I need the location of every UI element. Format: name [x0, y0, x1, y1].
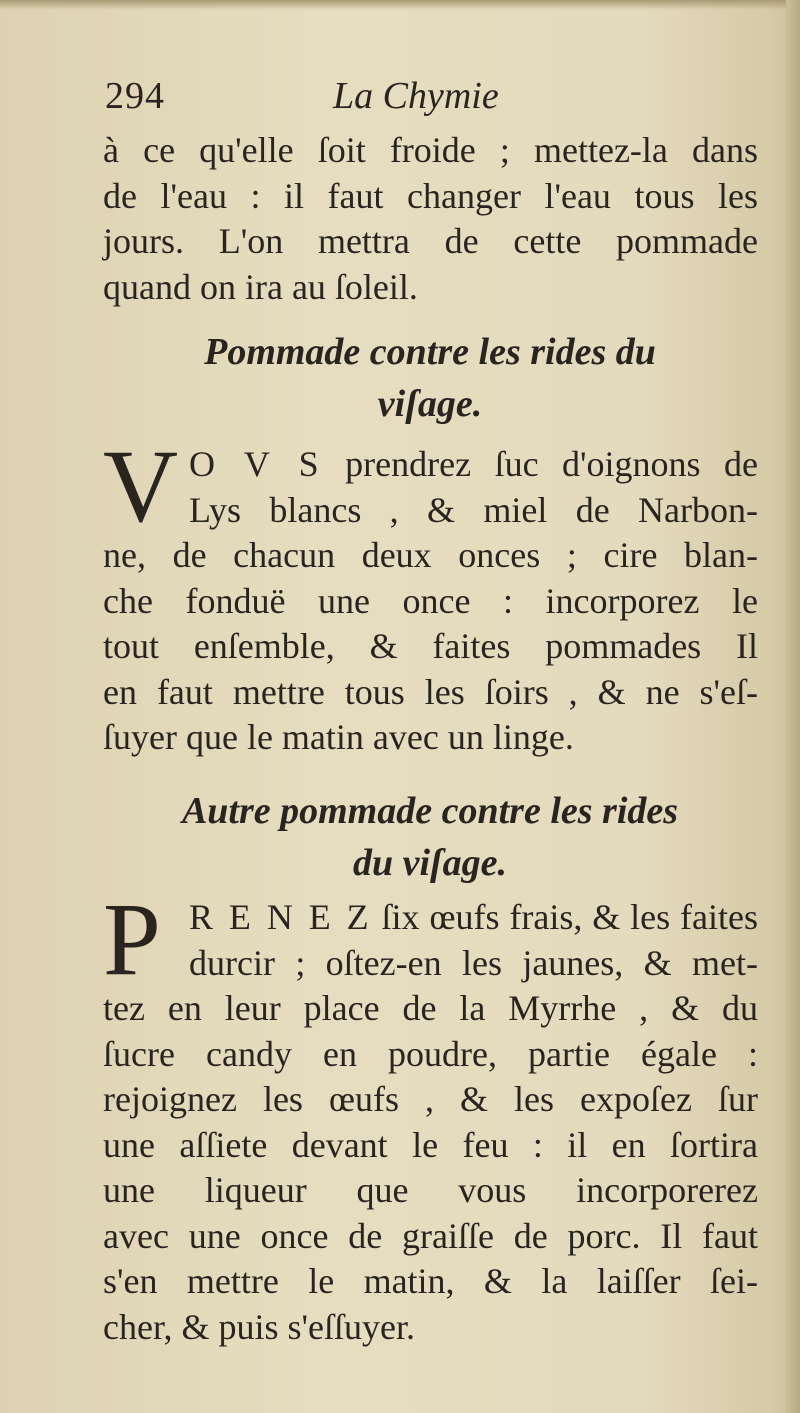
text-line: s'en mettre le matin, & la laiſſer ſei-: [103, 1261, 758, 1301]
text-line: une liqueur que vous incorporerez: [103, 1170, 758, 1210]
first-word-rest: O V S: [189, 444, 322, 484]
running-head: [105, 74, 755, 124]
text-line: jours. L'on mettra de cette pommade: [103, 221, 758, 261]
text-line: à ce qu'elle ſoit froide ; mettez-la dans: [103, 130, 758, 170]
text-line: Lys blancs , & miel de Narbon-: [189, 489, 758, 530]
text-line: cher, & puis s'eſſuyer.: [103, 1306, 415, 1347]
drop-cap-v: V: [103, 429, 179, 544]
text-line: durcir ; oſtez-en les jaunes, & met-: [189, 942, 758, 983]
page-number: 294: [105, 75, 165, 117]
text-line: che fonduë une once : incorporez le: [103, 580, 758, 621]
text-line: rejoignez les œufs , & les expoſez ſur: [103, 1079, 758, 1119]
section-heading-1: [100, 326, 760, 430]
section-heading-2: [100, 785, 760, 889]
recipe-paragraph-1: [103, 442, 758, 761]
recipe-paragraph-2: [103, 895, 758, 1350]
heading-line: Autre pommade contre les rides: [181, 790, 679, 832]
text-line: ſucre candy en poudre, partie égale :: [103, 1033, 758, 1074]
heading-line: viſage.: [377, 383, 483, 425]
text-line: avec une once de graiſſe de porc. Il faut: [103, 1215, 758, 1256]
text-line: [103, 442, 758, 488]
text-line: quand on ira au ſoleil.: [103, 266, 418, 307]
intro-paragraph: [103, 128, 758, 310]
drop-cap-p: P: [103, 882, 161, 997]
text-line: de l'eau : il faut changer l'eau tous les: [103, 175, 758, 216]
page-edge: [786, 0, 800, 1413]
heading-line: du viſage.: [352, 842, 508, 884]
text-line: ne, de chacun deux onces ; cire blan-: [103, 535, 758, 575]
page-top-shadow: [0, 0, 800, 10]
text-line: une aſſiete devant le feu : il en ſortira: [103, 1124, 758, 1165]
heading-line: Pommade contre les rides du: [204, 331, 656, 373]
book-title: La Chymie: [333, 75, 499, 117]
text-line: tout enſemble, & faites pommades Il: [103, 626, 758, 666]
text-line: ſuyer que le matin avec un linge.: [103, 717, 574, 757]
first-word-rest: R E N E Z: [189, 897, 372, 937]
text-line: [103, 895, 758, 941]
text-line: en faut mettre tous les ſoirs , & ne s'eſ-: [103, 671, 758, 712]
first-line-rest: prendrez ſuc d'oignons de: [345, 444, 758, 484]
text-line: tez en leur place de la Myrrhe , & du: [103, 988, 758, 1028]
first-line-rest: ſix œufs frais, & les faites: [381, 897, 759, 937]
